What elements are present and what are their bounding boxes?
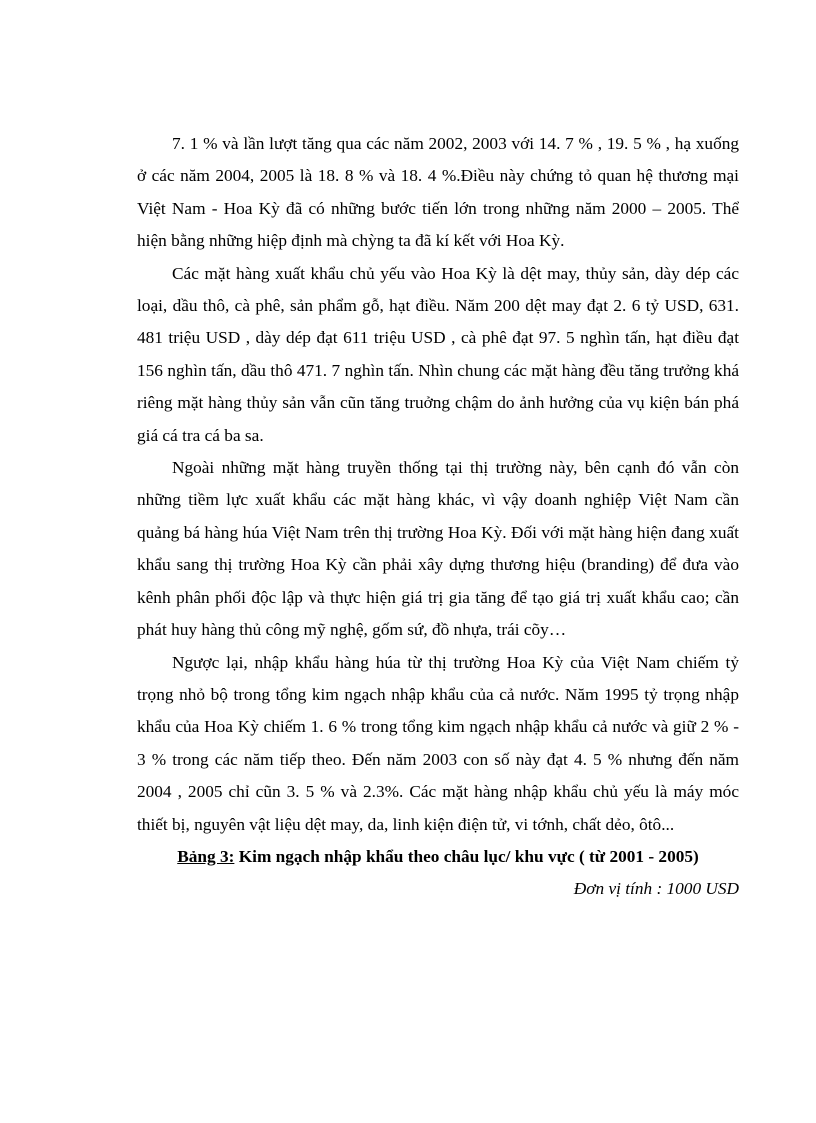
paragraph-trade-growth: 7. 1 % và lần lượt tăng qua các năm 2002, 2003 với 14. 7 % , 19. 5 % , hạ xuống ở các năm 2004, 2005 là 18. 8 % và 18. 4 %.Điều này chứng tỏ quan hệ thương mại Việt Nam - Hoa Kỳ đã có những bước tiến lớn trong những năm 2000 – 2005. Thể hiện bằng những hiệp định mà chỳng ta đã kí kết với Hoa Kỳ.	[137, 134, 739, 251]
unit-note: Đơn vị tính : 1000 USD	[573, 879, 739, 899]
table-caption	[137, 841, 739, 873]
paragraph-export-goods: Các mặt hàng xuất khẩu chủ yếu vào Hoa Kỳ là dệt may, thủy sản, dày dép các loại, dầu thô, cà phê, sản phẩm gỗ, hạt điều. Năm 200 dệt may đạt 2. 6 tỷ USD, 631. 481 triệu USD , dày dép đạt 611 triệu USD , cà phê đạt 97. 5 nghìn tấn, hạt điều đạt 156 nghìn tấn, dầu thô 471. 7 nghìn tấn. Nhìn chung các mặt hàng đều tăng trưởng khá riêng mặt hàng thủy sản vẫn cũn tăng truởng chậm do ảnh hưởng của vụ kiện bán phá giá cá tra cá ba sa.	[137, 263, 739, 445]
table-caption-label: Bảng 3:	[177, 846, 235, 866]
paragraph-export-potential: Ngoài những mặt hàng truyền thống tại thị trường này, bên cạnh đó vẫn còn những tiềm lực xuất khẩu các mặt hàng khác, vì vậy doanh nghiệp Việt Nam cần quảng bá hàng húa Việt Nam trên thị trường Hoa Kỳ. Đối với mặt hàng hiện đang xuất khẩu sang thị trường Hoa Kỳ cần phải xây dựng thương hiệu (branding) để đưa vào kênh phân phối độc lập và thực hiện giá trị gia tăng để tạo giá trị xuất khẩu cao; cần phát huy hàng thủ công mỹ nghệ, gốm sứ, đồ nhựa, trái cõy…	[137, 458, 739, 640]
table-caption-title: Kim ngạch nhập khẩu theo châu lục/ khu vực ( từ 2001 - 2005)	[234, 846, 699, 866]
paragraph-import-share: Ngược lại, nhập khẩu hàng húa từ thị trường Hoa Kỳ của Việt Nam chiếm tỷ trọng nhỏ bộ trong tổng kim ngạch nhập khẩu của cả nước. Năm 1995 tỷ trọng nhập khẩu của Hoa Kỳ chiếm 1. 6 % trong tổng kim ngạch nhập khẩu cả nước và giữ 2 % - 3 % trong các năm tiếp theo. Đến năm 2003 con số này đạt 4. 5 % nhưng đến năm 2004 , 2005 chỉ cũn 3. 5 % và 2.3%. Các mặt hàng nhập khẩu chủ yếu là máy móc thiết bị, nguyên vật liệu dệt may, da, linh kiện điện tử, vi tớnh, chất dẻo, ôtô...	[137, 652, 739, 834]
body-text	[137, 128, 739, 906]
